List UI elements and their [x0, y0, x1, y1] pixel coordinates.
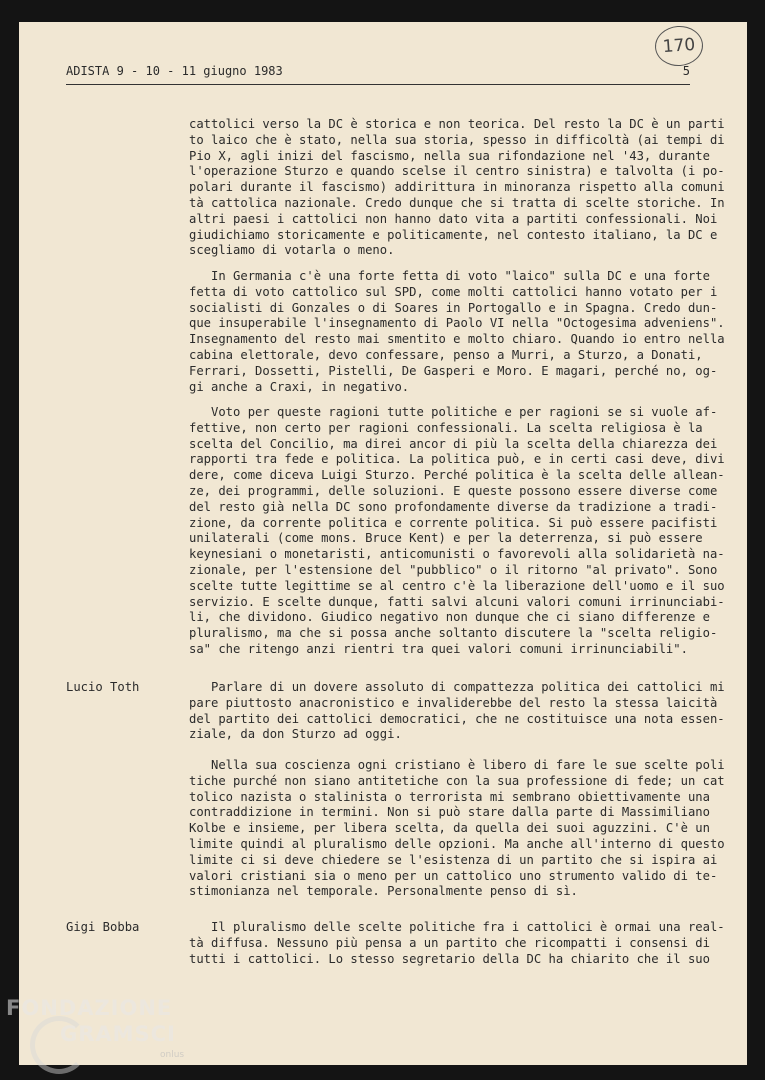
page-number: 5 — [682, 64, 690, 78]
watermark-line1: FONDAZIONE — [6, 996, 173, 1020]
paragraph-2: In Germania c'è una forte fetta di voto "laico" sulla DC e una fetta di voto cattolico sul SPD, come molti cattolici hanno votato socialisti di Gonzales o di Soares in Portogallo e in Spagna. Credo que insuperabile l'insegnamento di Paolo VI nella "Octogesima adveniens". Insegnamento del resto mai smentito e molto chiaro. Quando io entro cabina elettorale, devo confessare, penso a Murri, a Sturzo, a Donati, Ferrari, Dossetti, Pistelli, De Gasperi e Moro. E magari, perché no, gi anche a Craxi, in negativo. — [189, 269, 725, 394]
speaker-name: Gigi Bobba — [66, 920, 140, 934]
speaker-name: Lucio Toth — [66, 680, 140, 694]
publication-title: ADISTA 9 - 10 - 11 giugno 1983 — [66, 64, 283, 78]
page-header — [66, 64, 690, 85]
paragraph-5: Nella sua coscienza ogni cristiano è libero di fare le sue scelte tiche purché non siano antitetiche con la sua professione di fede; un tolico nazista o stalinista o terrorista mi sembrano obiettivamente contraddizione in termini. Non si può stare dalla parte di Massimiliano Kolbe e insieme, per libera scelta, da quella dei suoi aguzzini. C'è limite quindi al pluralismo delle opzioni. Ma anche all'interno di limite ci si deve chiedere se l'esistenza di un partito che si ispira valori cristiani sia o meno per un cattolico uno strumento valido di stimonianza nel temporale. Personalmente penso di sì. — [189, 758, 710, 899]
paragraph-4: Parlare di un dovere assoluto di compattezza politica dei cattolici pare piuttosto anacronistico e invaliderebbe del resto la stessa del partito dei cattolici democratici, che ne costituisce una nota ziale, da don Sturzo ad oggi. — [189, 680, 703, 742]
paragraph-1: cattolici verso la DC è storica e non teorica. Del resto la DC è un to laico che è stato, nella sua storia, spesso in difficoltà (ai tempi Pio X, agli inizi del fascismo, nella sua rifondazione nel '43, durante l'operazione Sturzo e quando scelse il centro sinistra) e talvolta (i polari durante il fascismo) addirittura in minoranza rispetto alla tà cattolica nazionale. Credo dunque che si tratta di scelte storiche. altri paesi i cattolici non hanno dato vita a partiti confessionali. giudichiamo storicamente e politicamente, nel contesto italiano, la scegliamo di votarla o meno. — [189, 117, 710, 258]
watermark-sub: onlus — [160, 1050, 185, 1060]
archive-number-stamp: 170 — [654, 24, 705, 67]
fondazione-gramsci-watermark — [0, 990, 200, 1080]
paragraph-3: Voto per queste ragioni tutte politiche e per ragioni se si vuole fettive, non certo per ragioni confessionali. La scelta religiosa è scelta del Concilio, ma direi ancor di più la scelta della chiarezza rapporti tra fede e politica. La politica può, e in certi casi deve, dere, come diceva Luigi Sturzo. Perché politica è la scelta delle ze, dei programmi, delle soluzioni. E queste possono essere diverse del resto già nella DC sono profondamente diverse da tradizione a zione, da corrente politica e corrente politica. Si può essere pacifisti unilaterali (come mons. Bruce Kent) e per la deterrenza, si può essere keynesiani o monetaristi, anticomunisti o favorevoli alla solidarietà zionale, per l'estensione del "pubblico" o il ritorno "al privato". scelte tutte legittime se al centro c'è la liberazione dell'uomo e il servizio. E scelte dunque, fatti salvi alcuni valori comuni irrinunciabi- li, che dividono. Giudico negativo non dunque che ci siano differenze pluralismo, ma che si possa anche soltanto discutere la "scelta religio- sa" che ritengo anzi rientri tra quei valori comuni irrinunciabili". — [189, 405, 725, 656]
watermark-line2: GRAMSCI — [60, 1022, 176, 1046]
paragraph-6: Il pluralismo delle scelte politiche fra i cattolici è ormai una tà diffusa. Nessuno più pensa a un partito che ricompatti i consensi tutti i cattolici. Lo stesso segretario della DC ha chiarito che il — [189, 920, 688, 966]
